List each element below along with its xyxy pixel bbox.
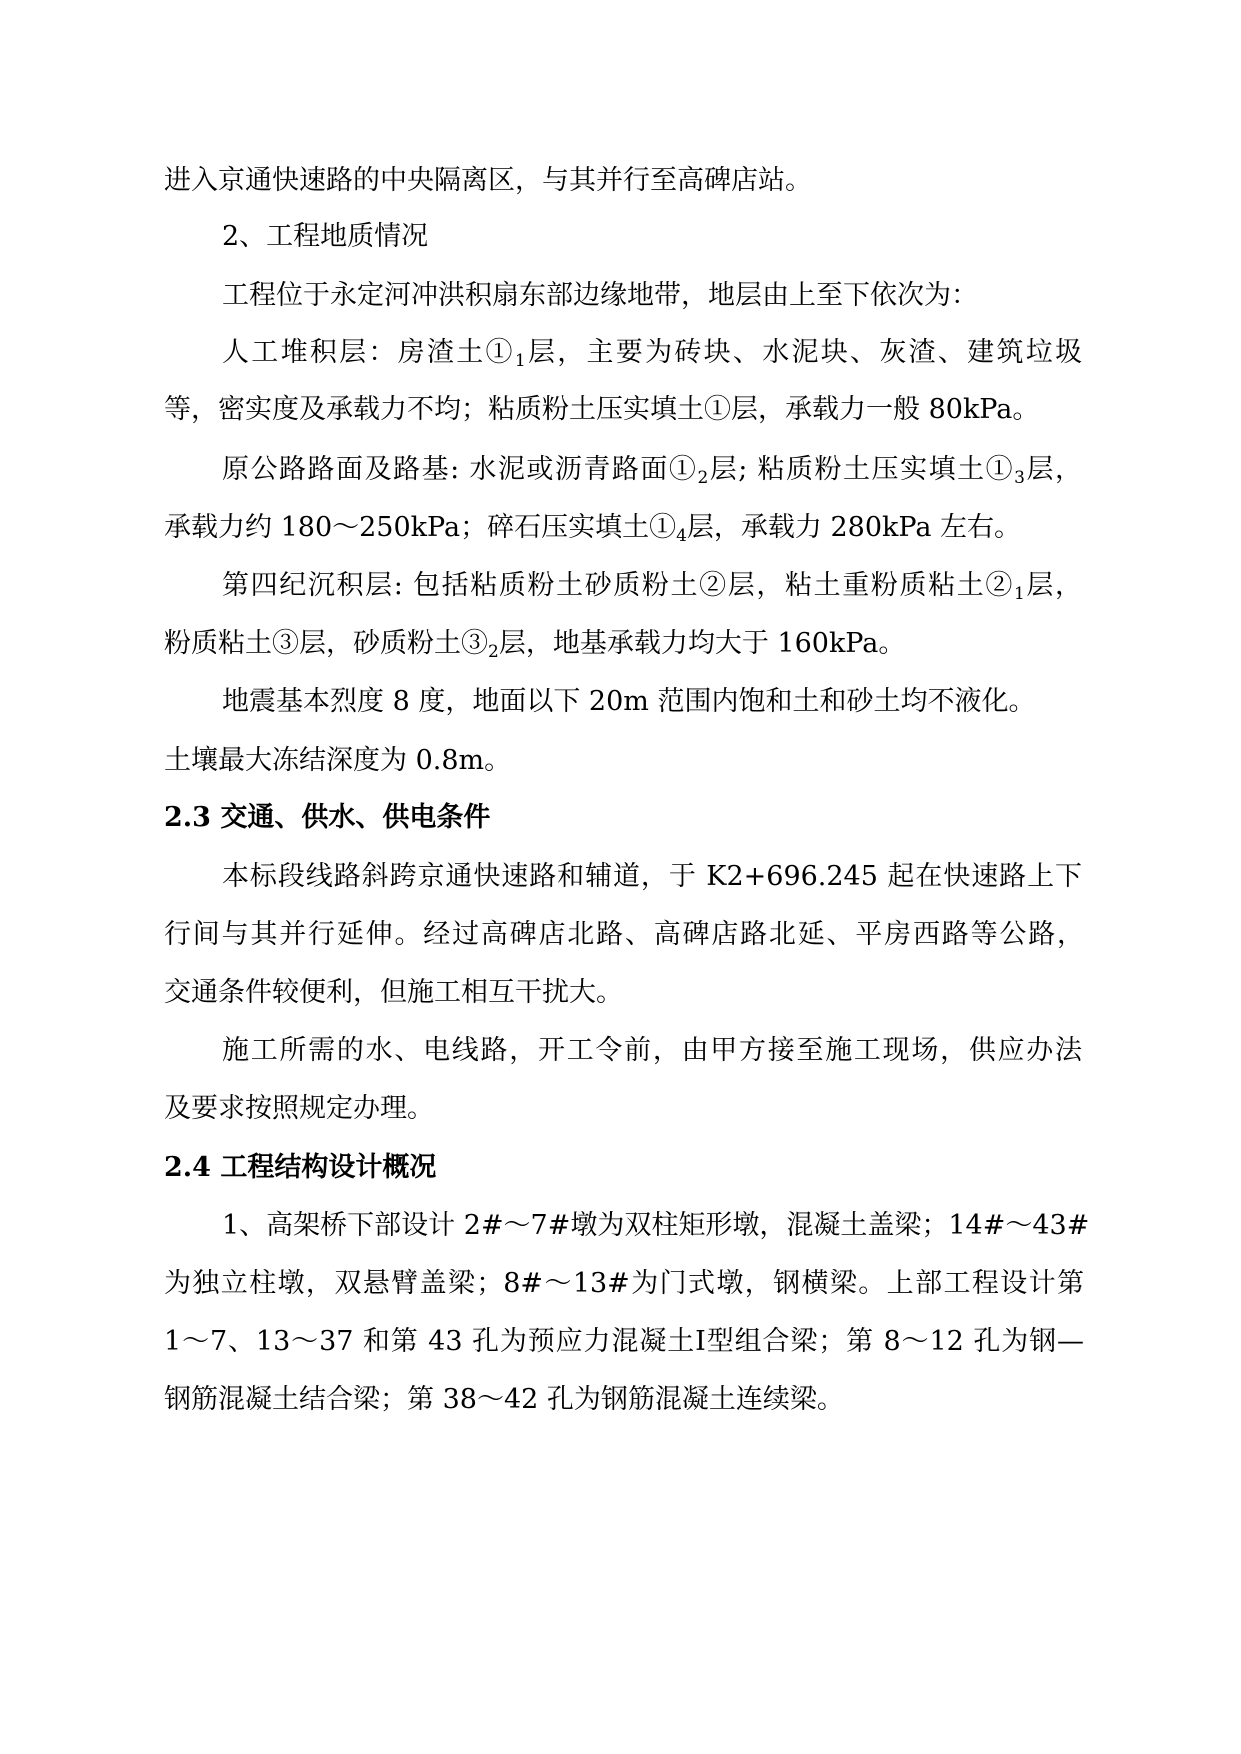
text-line: 进入京通快速路的中央隔离区，与其并行至高碑店站。 bbox=[164, 165, 812, 196]
text-line: 地震基本烈度 8 度，地面以下 20m 范围内饱和土和砂土均不液化。 bbox=[222, 686, 1036, 717]
text-line: 原公路路面及路基: 水泥或沥青路面$①_2$层; 粘质粉土压实填土$①_3$层， bbox=[222, 454, 1082, 488]
text-line: 行间与其并行延伸。经过高碑店北路、高碑店路北延、平房西路等公路， bbox=[164, 919, 1084, 950]
text-line: 施工所需的水、电线路，开工令前，由甲方接至施工现场，供应办法 bbox=[222, 1035, 1082, 1066]
section-heading-2-3: 2.3 交通、供水、供电条件 bbox=[164, 802, 491, 833]
text-line: 承载力约 180～250kPa；碎石压实填土$①_4$层，承载力 280kPa 左右。 bbox=[164, 512, 1022, 546]
text-line: 1～7、13～37 和第 43 孔为预应力混凝土Ⅰ型组合梁；第 8～12 孔为钢— bbox=[164, 1326, 1084, 1357]
text-line: 人工堆积层：房渣土$①_1$层，主要为砖块、水泥块、灰渣、建筑垃圾 bbox=[222, 337, 1083, 371]
text-line: 钢筋混凝土结合梁；第 38～42 孔为钢筋混凝土连续梁。 bbox=[164, 1384, 844, 1415]
text-line: 及要求按照规定办理。 bbox=[164, 1093, 434, 1124]
text-line: 工程位于永定河冲洪积扇东部边缘地带，地层由上至下依次为： bbox=[222, 280, 978, 311]
text-line: 等，密实度及承载力不均；粘质粉土压实填土①层，承载力一般 80kPa。 bbox=[164, 394, 1040, 425]
text-line: 本标段线路斜跨京通快速路和辅道，于 K2+696.245 起在快速路上下 bbox=[222, 861, 1082, 892]
text-line: 土壤最大冻结深度为 0.8m。 bbox=[164, 745, 512, 776]
text-line: 1、高架桥下部设计 2#～7#墩为双柱矩形墩，混凝土盖梁；14#～43# bbox=[222, 1210, 1090, 1241]
text-line: 为独立柱墩，双悬臂盖梁；8#～13#为门式墩，钢横梁。上部工程设计第 bbox=[164, 1268, 1084, 1299]
subsection-title-geology: 2、工程地质情况 bbox=[222, 221, 429, 252]
text-line: 交通条件较便利，但施工相互干扰大。 bbox=[164, 977, 623, 1008]
text-line: 第四纪沉积层: 包括粘质粉土砂质粉土②层，粘土重粉质粘土$②_1$层， bbox=[222, 570, 1082, 604]
section-heading-2-4: 2.4 工程结构设计概况 bbox=[164, 1152, 437, 1183]
text-line: 粉质粘土③层，砂质粉土$③_2$层，地基承载力均大于 160kPa。 bbox=[164, 628, 906, 662]
